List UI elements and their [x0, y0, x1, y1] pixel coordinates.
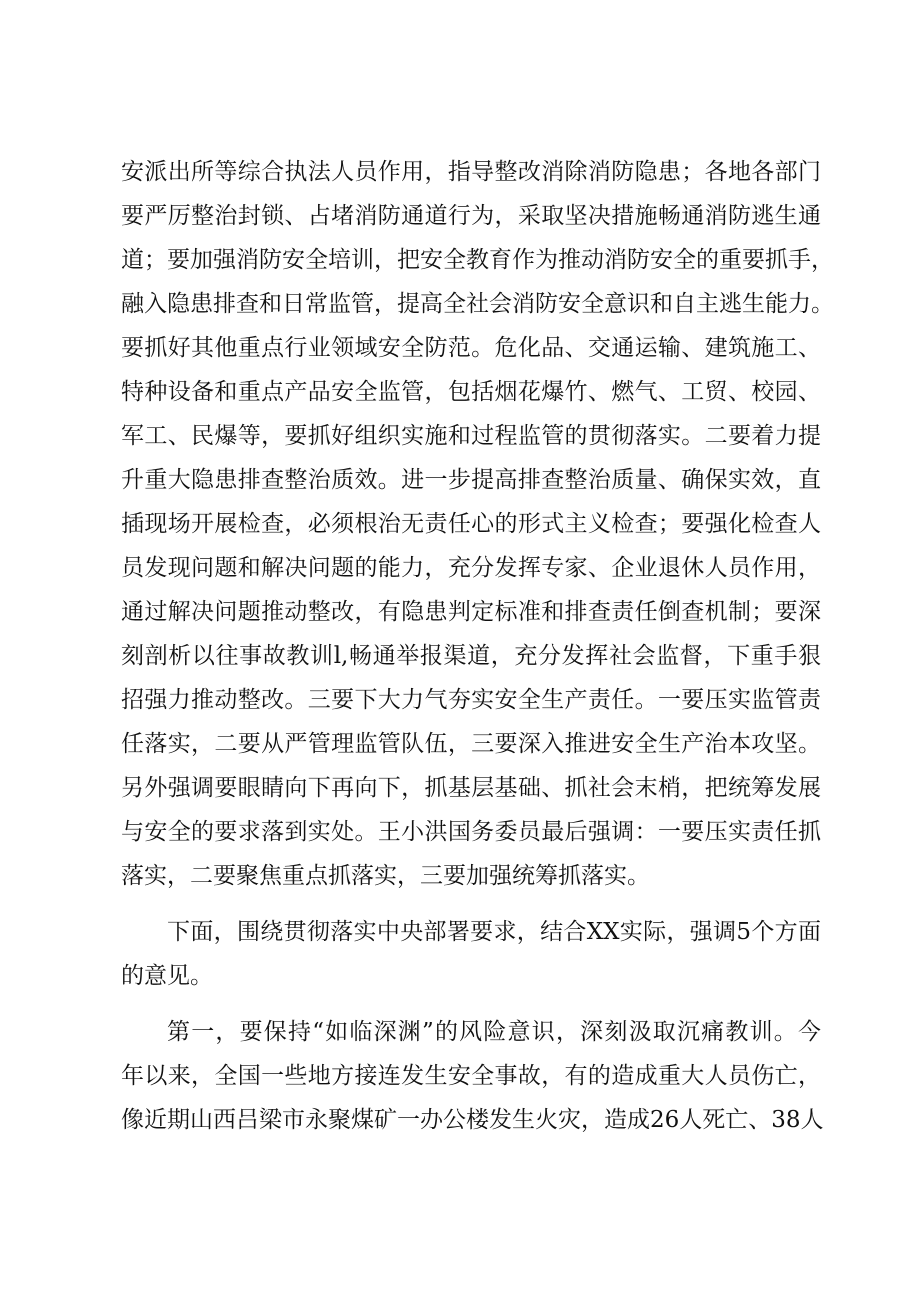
- text-line: 刻剖析以往事故教训l,畅通举报渠道，充分发挥社会监督，下重手狠: [121, 643, 821, 669]
- text-line: 员发现问题和解决问题的能力，充分发挥专家、企业退休人员作用，: [121, 555, 821, 581]
- text-line: 的意见。: [121, 963, 213, 989]
- text-line: 要严厉整治封锁、占堵消防通道行为，采取坚决措施畅通消防逃生通: [121, 203, 821, 229]
- text-line: 通过解决问题推动整改，有隐患判定标准和排查责任倒查机制；要深: [121, 599, 821, 625]
- text-line: 安派出所等综合执法人员作用，指导整改消除消防隐患；各地各部门: [121, 159, 821, 185]
- text-line: 融入隐患排查和日常监管，提高全社会消防安全意识和自主逃生能力。: [121, 291, 834, 317]
- text-line: 升重大隐患排查整治质效。进一步提高排查整治质量、确保实效，直: [121, 467, 821, 493]
- paragraph-first-line: 下面，围绕贯彻落实中央部署要求，结合XX实际，强调5个方面: [167, 919, 821, 945]
- text-line: 落实，二要聚焦重点抓落实，三要加强统筹抓落实。: [121, 863, 650, 889]
- text-line: 要抓好其他重点行业领域安全防范。危化品、交通运输、建筑施工、: [121, 335, 821, 361]
- paragraph-first-line: 第一，要保持“如临深渊”的风险意识，深刻汲取沉痛教训。今: [167, 1019, 821, 1045]
- text-line: 另外强调要眼睛向下再向下，抓基层基础、抓社会末梢，把统筹发展: [121, 775, 821, 801]
- text-line: 军工、民爆等，要抓好组织实施和过程监管的贯彻落实。二要着力提: [121, 423, 821, 449]
- text-line: 与安全的要求落到实处。王小洪国务委员最后强调：一要压实责任抓: [121, 819, 821, 845]
- text-line: 招强力推动整改。三要下大力气夯实安全生产责任。一要压实监管责: [121, 687, 821, 713]
- text-line: 特种设备和重点产品安全监管，包括烟花爆竹、燃气、工贸、校园、: [121, 379, 821, 405]
- text-line: 插现场开展检查，必须根治无责任心的形式主义检查；要强化检查人: [121, 511, 821, 537]
- text-line: 道；要加强消防安全培训，把安全教育作为推动消防安全的重要抓手，: [121, 247, 834, 273]
- text-line: 任落实，二要从严管理监管队伍，三要深入推进安全生产治本攻坚。: [121, 731, 821, 757]
- text-line: 像近期山西吕梁市永聚煤矿一办公楼发生火灾，造成26人死亡、38人: [121, 1107, 824, 1133]
- text-line: 年以来，全国一些地方接连发生安全事故，有的造成重大人员伤亡，: [121, 1063, 821, 1089]
